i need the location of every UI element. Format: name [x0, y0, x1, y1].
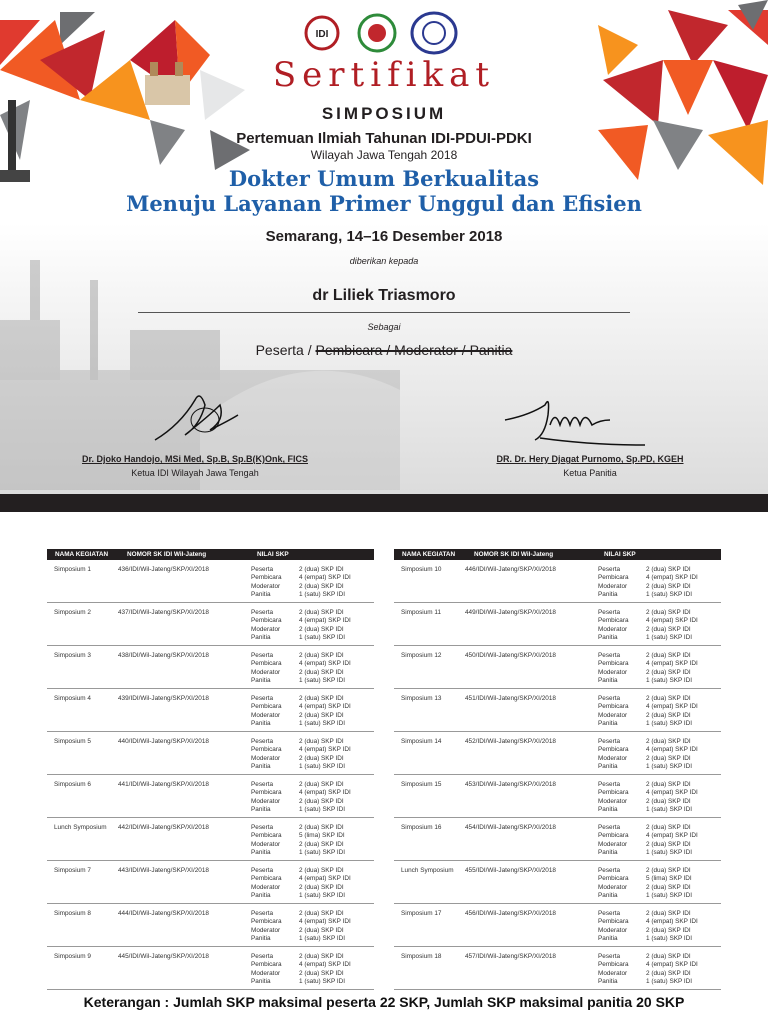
signatory-right — [455, 454, 725, 478]
role-label: Panitia — [251, 977, 271, 985]
skp-value: 1 (satu) SKP IDI — [299, 676, 346, 684]
sk-number: 440/IDI/Wil-Jateng/SKP/XI/2018 — [118, 738, 209, 745]
table-row — [394, 904, 721, 947]
role-label: Pembicara — [251, 832, 282, 840]
role-label: Panitia — [598, 934, 618, 942]
skp-value: 4 (empat) SKP IDI — [646, 789, 698, 797]
role-label: Panitia — [598, 805, 618, 813]
skp-value: 2 (dua) SKP IDI — [646, 738, 691, 745]
role-label: Peserta — [251, 781, 274, 788]
role-label: Peserta — [598, 824, 621, 831]
skp-value-list — [299, 910, 351, 943]
role-label: Panitia — [251, 762, 271, 770]
recipient-underline — [138, 312, 630, 313]
skp-value: 2 (dua) SKP IDI — [646, 926, 691, 934]
skp-value: 4 (empat) SKP IDI — [299, 703, 351, 711]
table-row — [47, 689, 374, 732]
role-label: Pembicara — [598, 832, 629, 840]
table-row — [47, 560, 374, 603]
signatory-right-name: DR. Dr. Hery Djagat Purnomo, Sp.PD, KGEH — [496, 454, 684, 464]
role-label: Panitia — [598, 719, 618, 727]
table-row — [47, 775, 374, 818]
role-label: Pembicara — [598, 789, 629, 797]
role-label: Pembicara — [251, 660, 282, 668]
skp-value: 4 (empat) SKP IDI — [299, 746, 351, 754]
skp-value: 2 (dua) SKP IDI — [646, 566, 691, 573]
role-label: Peserta — [598, 867, 621, 874]
skp-value-list — [646, 609, 698, 642]
skp-value-list — [646, 695, 698, 728]
role-label: Peserta — [251, 566, 274, 573]
skp-value: 1 (satu) SKP IDI — [299, 633, 346, 641]
skp-value: 2 (dua) SKP IDI — [299, 867, 344, 874]
skp-value: 2 (dua) SKP IDI — [646, 668, 691, 676]
role-label: Pembicara — [251, 574, 282, 582]
skp-value: 2 (dua) SKP IDI — [299, 953, 344, 960]
recipient-name: dr Liliek Triasmoro — [312, 287, 456, 304]
role-label: Moderator — [598, 625, 628, 633]
role-label: Panitia — [598, 891, 618, 899]
skp-value: 4 (empat) SKP IDI — [646, 660, 698, 668]
role-label: Moderator — [251, 754, 281, 762]
skp-value: 2 (dua) SKP IDI — [299, 566, 344, 573]
activity-name: Lunch Symposium — [54, 824, 107, 831]
role-label: Moderator — [251, 797, 281, 805]
sk-number: 443/IDI/Wil-Jateng/SKP/XI/2018 — [118, 867, 209, 874]
table-header — [394, 549, 721, 560]
skp-value: 4 (empat) SKP IDI — [646, 746, 698, 754]
role-label: Moderator — [598, 926, 628, 934]
role-label: Peserta — [598, 953, 621, 960]
activity-name: Simposium 1 — [54, 566, 91, 573]
role-label: Pembicara — [251, 918, 282, 926]
role-list — [251, 781, 282, 814]
skp-value: 2 (dua) SKP IDI — [646, 582, 691, 590]
skp-value: 4 (empat) SKP IDI — [299, 789, 351, 797]
signature-left — [150, 385, 240, 450]
role-label: Pembicara — [598, 961, 629, 969]
skp-value: 2 (dua) SKP IDI — [646, 953, 691, 960]
skp-value: 2 (dua) SKP IDI — [299, 840, 344, 848]
sk-number: 455/IDI/Wil-Jateng/SKP/XI/2018 — [465, 867, 556, 874]
skp-value: 2 (dua) SKP IDI — [646, 883, 691, 891]
role-list — [251, 609, 282, 642]
skp-value: 2 (dua) SKP IDI — [646, 754, 691, 762]
role-label: Moderator — [251, 668, 281, 676]
skp-value: 2 (dua) SKP IDI — [646, 867, 691, 874]
role-list — [598, 824, 629, 857]
activity-name: Simposium 4 — [54, 695, 91, 702]
skp-value-list — [299, 953, 351, 986]
role-list — [598, 652, 629, 685]
role-list — [251, 824, 282, 857]
role-label: Panitia — [598, 977, 618, 985]
skp-value: 2 (dua) SKP IDI — [299, 711, 344, 719]
skp-value: 2 (dua) SKP IDI — [299, 609, 344, 616]
sk-number: 438/IDI/Wil-Jateng/SKP/XI/2018 — [118, 652, 209, 659]
signature-right — [500, 390, 650, 450]
activity-name: Lunch Symposium — [401, 867, 454, 874]
skp-value-list — [299, 652, 351, 685]
sk-number: 449/IDI/Wil-Jateng/SKP/XI/2018 — [465, 609, 556, 616]
activity-name: Simposium 16 — [401, 824, 442, 831]
role-label: Pembicara — [598, 617, 629, 625]
role-list — [251, 953, 282, 986]
role-list — [251, 910, 282, 943]
table-row — [47, 904, 374, 947]
skp-value: 2 (dua) SKP IDI — [299, 824, 344, 831]
role-struck: Pembicara / Moderator / Panitia — [315, 342, 513, 358]
role-label: Pembicara — [598, 660, 629, 668]
activity-name: Simposium 11 — [401, 609, 442, 616]
role-label: Peserta — [598, 566, 621, 573]
skp-value-list — [299, 824, 345, 857]
role-label: Pembicara — [598, 703, 629, 711]
role-label: Moderator — [598, 754, 628, 762]
skp-value: 2 (dua) SKP IDI — [299, 738, 344, 745]
skp-value: 2 (dua) SKP IDI — [646, 652, 691, 659]
skp-value: 2 (dua) SKP IDI — [299, 754, 344, 762]
role-list — [598, 910, 629, 943]
skp-value: 2 (dua) SKP IDI — [646, 695, 691, 702]
sk-number: 444/IDI/Wil-Jateng/SKP/XI/2018 — [118, 910, 209, 917]
skp-value: 2 (dua) SKP IDI — [299, 910, 344, 917]
as-label: Sebagai — [367, 322, 401, 332]
skp-value: 4 (empat) SKP IDI — [299, 574, 351, 582]
skp-table-right — [394, 549, 721, 990]
table-row — [47, 603, 374, 646]
skp-value-list — [299, 695, 351, 728]
table-row — [47, 646, 374, 689]
role-label: Pembicara — [251, 617, 282, 625]
skp-value: 4 (empat) SKP IDI — [299, 875, 351, 883]
skp-value: 1 (satu) SKP IDI — [299, 590, 346, 598]
signatory-left-name: Dr. Djoko Handojo, MSi Med, Sp.B, Sp.B(K)Onk, FICS — [81, 454, 308, 464]
activity-name: Simposium 15 — [401, 781, 442, 788]
role-label: Pembicara — [251, 746, 282, 754]
skp-value: 2 (dua) SKP IDI — [299, 668, 344, 676]
activity-name: Simposium 9 — [54, 953, 91, 960]
skp-value: 4 (empat) SKP IDI — [646, 832, 698, 840]
role-label: Panitia — [251, 934, 271, 942]
role-label: Moderator — [251, 582, 281, 590]
skp-value-list — [646, 824, 698, 857]
role-list — [251, 695, 282, 728]
role-label: Moderator — [251, 711, 281, 719]
table-row — [394, 732, 721, 775]
skp-value: 2 (dua) SKP IDI — [299, 926, 344, 934]
skp-value: 1 (satu) SKP IDI — [299, 805, 346, 813]
skp-value: 1 (satu) SKP IDI — [299, 934, 346, 942]
role-label: Pembicara — [598, 746, 629, 754]
skp-value: 4 (empat) SKP IDI — [646, 574, 698, 582]
signatory-right-role: Ketua Panitia — [563, 468, 617, 478]
skp-value-list — [646, 781, 698, 814]
skp-value: 2 (dua) SKP IDI — [646, 824, 691, 831]
table-header-cell: NILAI SKP — [604, 551, 636, 558]
role-list — [598, 609, 629, 642]
role-label: Pembicara — [598, 574, 629, 582]
sk-number: 451/IDI/Wil-Jateng/SKP/XI/2018 — [465, 695, 556, 702]
table-row — [394, 861, 721, 904]
signatory-left-role: Ketua IDI Wilayah Jawa Tengah — [131, 468, 259, 478]
skp-value: 2 (dua) SKP IDI — [646, 609, 691, 616]
sk-number: 457/IDI/Wil-Jateng/SKP/XI/2018 — [465, 953, 556, 960]
skp-value: 1 (satu) SKP IDI — [299, 977, 346, 985]
role-list — [598, 695, 629, 728]
skp-value: 2 (dua) SKP IDI — [299, 883, 344, 891]
role-label: Panitia — [251, 590, 271, 598]
skp-value: 5 (lima) SKP IDI — [299, 832, 345, 840]
skp-value: 4 (empat) SKP IDI — [299, 918, 351, 926]
skp-value: 1 (satu) SKP IDI — [299, 891, 346, 899]
table-row — [394, 775, 721, 818]
role-label: Peserta — [251, 953, 274, 960]
certificate-title: Sertifikat — [272, 55, 496, 95]
role-selected: Peserta / — [255, 342, 312, 358]
skp-value: 2 (dua) SKP IDI — [646, 711, 691, 719]
skp-value-list — [646, 953, 698, 986]
activity-name: Simposium 12 — [401, 652, 442, 659]
table-header-cell: NAMA KEGIATAN — [402, 551, 456, 558]
role-label: Pembicara — [598, 875, 629, 883]
skp-value: 1 (satu) SKP IDI — [646, 848, 693, 856]
table-row — [394, 818, 721, 861]
role-label: Pembicara — [251, 961, 282, 969]
sk-number: 452/IDI/Wil-Jateng/SKP/XI/2018 — [465, 738, 556, 745]
skp-value-list — [299, 566, 351, 599]
skp-value: 2 (dua) SKP IDI — [299, 781, 344, 788]
activity-name: Simposium 8 — [54, 910, 91, 917]
skp-value: 4 (empat) SKP IDI — [646, 918, 698, 926]
activity-name: Simposium 5 — [54, 738, 91, 745]
role-label: Moderator — [598, 582, 628, 590]
role-label: Peserta — [598, 695, 621, 702]
activity-name: Simposium 13 — [401, 695, 442, 702]
skp-value: 2 (dua) SKP IDI — [299, 582, 344, 590]
role-list — [598, 867, 629, 900]
role-list — [598, 781, 629, 814]
theme-line-2: Menuju Layanan Primer Unggul dan Efisien — [126, 191, 642, 216]
role-label: Peserta — [251, 738, 274, 745]
activity-name: Simposium 18 — [401, 953, 442, 960]
footer-note: Keterangan : Jumlah SKP maksimal peserta 22 SKP, Jumlah SKP maksimal panitia 20 SKP — [83, 994, 685, 1010]
role-label: Panitia — [251, 891, 271, 899]
table-header-cell: NOMOR SK IDI Wil-Jateng — [127, 551, 207, 558]
skp-value: 1 (satu) SKP IDI — [646, 719, 693, 727]
role-label: Panitia — [598, 590, 618, 598]
given-to-label: diberikan kepada — [349, 256, 419, 266]
role-label: Moderator — [598, 969, 628, 977]
role-label: Panitia — [251, 676, 271, 684]
skp-value: 1 (satu) SKP IDI — [646, 934, 693, 942]
activity-name: Simposium 10 — [401, 566, 442, 573]
signatory-left — [60, 454, 330, 478]
table-header-cell: NAMA KEGIATAN — [55, 551, 109, 558]
sk-number: 456/IDI/Wil-Jateng/SKP/XI/2018 — [465, 910, 556, 917]
sk-number: 439/IDI/Wil-Jateng/SKP/XI/2018 — [118, 695, 209, 702]
event-name: Pertemuan Ilmiah Tahunan IDI-PDUI-PDKI — [236, 130, 532, 147]
activity-name: Simposium 7 — [54, 867, 91, 874]
skp-value: 2 (dua) SKP IDI — [646, 781, 691, 788]
role-label: Panitia — [251, 633, 271, 641]
role-label: Panitia — [598, 676, 618, 684]
role-label: Moderator — [598, 840, 628, 848]
role-label: Peserta — [598, 609, 621, 616]
skp-value: 4 (empat) SKP IDI — [299, 660, 351, 668]
activity-name: Simposium 2 — [54, 609, 91, 616]
theme-line-1: Dokter Umum Berkualitas — [228, 166, 540, 191]
role-label: Moderator — [251, 840, 281, 848]
role-label: Panitia — [251, 719, 271, 727]
role-list — [598, 566, 629, 599]
sk-number: 437/IDI/Wil-Jateng/SKP/XI/2018 — [118, 609, 209, 616]
skp-value: 2 (dua) SKP IDI — [646, 840, 691, 848]
skp-table-left — [47, 549, 374, 990]
role-list — [251, 566, 282, 599]
role-label: Peserta — [251, 695, 274, 702]
role-label: Panitia — [598, 848, 618, 856]
role-label: Panitia — [251, 805, 271, 813]
role-list — [251, 652, 282, 685]
role-label: Moderator — [598, 797, 628, 805]
skp-value: 4 (empat) SKP IDI — [646, 703, 698, 711]
role-label: Peserta — [251, 652, 274, 659]
activity-name: Simposium 17 — [401, 910, 442, 917]
skp-value: 1 (satu) SKP IDI — [646, 891, 693, 899]
table-row — [394, 646, 721, 689]
skp-value-list — [646, 652, 698, 685]
skp-value: 1 (satu) SKP IDI — [646, 633, 693, 641]
organization-logos — [302, 10, 462, 56]
event-region: Wilayah Jawa Tengah 2018 — [310, 148, 458, 162]
skp-value-list — [299, 609, 351, 642]
role-label: Peserta — [598, 781, 621, 788]
role-label: Pembicara — [598, 918, 629, 926]
table-row — [47, 818, 374, 861]
role-label: Panitia — [251, 848, 271, 856]
role-label: Peserta — [251, 867, 274, 874]
skp-value-list — [646, 867, 692, 900]
role-list — [598, 953, 629, 986]
place-date: Semarang, 14–16 Desember 2018 — [265, 228, 503, 245]
role-line — [0, 342, 768, 358]
role-label: Moderator — [598, 883, 628, 891]
skp-value: 1 (satu) SKP IDI — [646, 805, 693, 813]
activity-name: Simposium 6 — [54, 781, 91, 788]
role-label: Moderator — [251, 969, 281, 977]
skp-value: 4 (empat) SKP IDI — [299, 961, 351, 969]
table-row — [47, 732, 374, 775]
skp-value-list — [299, 781, 351, 814]
skp-value-list — [646, 910, 698, 943]
role-list — [598, 738, 629, 771]
skp-value: 1 (satu) SKP IDI — [299, 762, 346, 770]
table-row — [394, 603, 721, 646]
table-header-cell: NILAI SKP — [257, 551, 289, 558]
sk-number: 442/IDI/Wil-Jateng/SKP/XI/2018 — [118, 824, 209, 831]
skp-value: 2 (dua) SKP IDI — [646, 797, 691, 805]
skp-value: 4 (empat) SKP IDI — [646, 617, 698, 625]
skp-value: 2 (dua) SKP IDI — [646, 910, 691, 917]
skp-value-list — [646, 566, 698, 599]
sk-number: 446/IDI/Wil-Jateng/SKP/XI/2018 — [465, 566, 556, 573]
role-label: Peserta — [251, 824, 274, 831]
table-row — [394, 560, 721, 603]
skp-value: 1 (satu) SKP IDI — [646, 676, 693, 684]
role-label: Peserta — [598, 652, 621, 659]
skp-value-list — [299, 867, 351, 900]
skp-value-list — [299, 738, 351, 771]
role-list — [251, 867, 282, 900]
skp-value: 1 (satu) SKP IDI — [646, 590, 693, 598]
activity-name: Simposium 3 — [54, 652, 91, 659]
skp-value: 2 (dua) SKP IDI — [299, 797, 344, 805]
certificate — [0, 0, 768, 494]
skp-value: 2 (dua) SKP IDI — [299, 625, 344, 633]
sk-number: 441/IDI/Wil-Jateng/SKP/XI/2018 — [118, 781, 209, 788]
skp-value: 5 (lima) SKP IDI — [646, 875, 692, 883]
skp-value: 1 (satu) SKP IDI — [646, 762, 693, 770]
skp-value: 4 (empat) SKP IDI — [299, 617, 351, 625]
role-label: Moderator — [251, 883, 281, 891]
sk-number: 454/IDI/Wil-Jateng/SKP/XI/2018 — [465, 824, 556, 831]
role-label: Moderator — [598, 668, 628, 676]
skp-value: 1 (satu) SKP IDI — [299, 719, 346, 727]
role-label: Moderator — [598, 711, 628, 719]
table-row — [47, 947, 374, 990]
role-label: Peserta — [598, 910, 621, 917]
role-label: Moderator — [251, 926, 281, 934]
idi-logo-text: IDI — [315, 29, 329, 40]
role-label: Panitia — [598, 762, 618, 770]
skp-value: 2 (dua) SKP IDI — [299, 652, 344, 659]
role-list — [251, 738, 282, 771]
skp-value: 2 (dua) SKP IDI — [299, 695, 344, 702]
sk-number: 453/IDI/Wil-Jateng/SKP/XI/2018 — [465, 781, 556, 788]
role-label: Peserta — [598, 738, 621, 745]
role-label: Moderator — [251, 625, 281, 633]
separator-bar — [0, 494, 768, 512]
sk-number: 445/IDI/Wil-Jateng/SKP/XI/2018 — [118, 953, 209, 960]
role-label: Peserta — [251, 609, 274, 616]
role-label: Panitia — [598, 633, 618, 641]
certificate-subtitle: SIMPOSIUM — [321, 104, 447, 123]
skp-value: 4 (empat) SKP IDI — [646, 961, 698, 969]
table-header-cell: NOMOR SK IDI Wil-Jateng — [474, 551, 554, 558]
skp-value: 2 (dua) SKP IDI — [646, 969, 691, 977]
role-label: Pembicara — [251, 789, 282, 797]
skp-value: 1 (satu) SKP IDI — [299, 848, 346, 856]
sk-number: 436/IDI/Wil-Jateng/SKP/XI/2018 — [118, 566, 209, 573]
table-row — [394, 689, 721, 732]
table-header — [47, 549, 374, 560]
skp-value: 2 (dua) SKP IDI — [299, 969, 344, 977]
sk-number: 450/IDI/Wil-Jateng/SKP/XI/2018 — [465, 652, 556, 659]
table-row — [47, 861, 374, 904]
activity-name: Simposium 14 — [401, 738, 442, 745]
skp-value-list — [646, 738, 698, 771]
role-label: Peserta — [251, 910, 274, 917]
role-label: Pembicara — [251, 875, 282, 883]
role-label: Pembicara — [251, 703, 282, 711]
skp-value: 2 (dua) SKP IDI — [646, 625, 691, 633]
table-row — [394, 947, 721, 990]
skp-value: 1 (satu) SKP IDI — [646, 977, 693, 985]
